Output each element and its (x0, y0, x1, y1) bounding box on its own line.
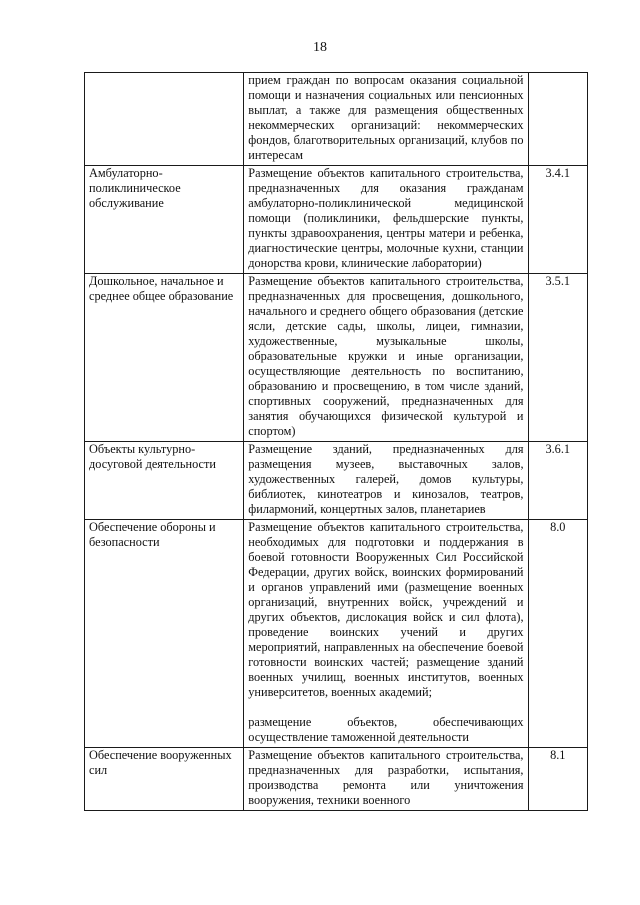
use-description-cell (244, 442, 528, 520)
table-row (85, 442, 588, 520)
table-row (85, 274, 588, 442)
use-description-cell (244, 748, 528, 811)
paragraph-spacer (248, 700, 523, 715)
use-description-text: Размещение зданий, предназначенных для размещения музеев, выставочных залов, художественных галерей, домов культуры, библиотек, кинотеатров и кинозалов, театров, филармоний, концертных залов, планетариев (248, 442, 524, 516)
use-name-cell: Амбулаторно-поликлиническое обслуживание (85, 166, 244, 274)
use-description-text: размещение объектов, обеспечивающих осуществление таможенной деятельности (248, 715, 524, 744)
use-description-cell (244, 73, 528, 166)
use-description-cell (244, 520, 528, 748)
use-name-cell: Дошкольное, начальное и среднее общее образование (85, 274, 244, 442)
use-description-cell (244, 166, 528, 274)
use-description-cell (244, 274, 528, 442)
use-code-cell: 8.0 (528, 520, 587, 748)
use-description-text: Размещение объектов капитального строительства, предназначенных для оказания гражданам амбулаторно-поликлинической медицинской помощи (поликлиники, фельдшерские пункты, пункты здравоохранения, центры матери и ребенка, диагностические центры, молочные кухни, станции донорства крови, клинические лаборатории) (248, 166, 524, 270)
use-description-text: Размещение объектов капитального строительства, предназначенных для разработки, испытания, производства ремонта или уничтожения вооружения, техники военного (248, 748, 524, 807)
use-name-cell: Обеспечение вооруженных сил (85, 748, 244, 811)
table-row (85, 166, 588, 274)
use-name-cell: Обеспечение обороны и безопасности (85, 520, 244, 748)
table-row (85, 73, 588, 166)
table-row (85, 520, 588, 748)
use-code-cell (528, 73, 587, 166)
use-name-cell (85, 73, 244, 166)
use-description-text: Размещение объектов капитального строительства, предназначенных для просвещения, дошкольного, начального и среднего общего образования (детские ясли, детские сады, школы, лицеи, гимназии, художественные, музыкальные школы, образовательные кружки и иные организации, осуществляющие деятельность по воспитанию, образованию и просвещению, в том числе зданий, спортивных сооружений, предназначенных для занятия обучающихся физической культурой и спортом) (248, 274, 524, 438)
use-description-text: прием граждан по вопросам оказания социальной помощи и назначения социальных или пенсионных выплат, а также для размещения общественных некоммерческих организаций: некоммерческих фондов, благотворительных организаций, клубов по интересам (248, 73, 524, 162)
use-description-text: Размещение объектов капитального строительства, необходимых для подготовки и поддержания в боевой готовности Вооруженных Сил Российской Федерации, других войск, воинских формирований и органов управлений ими (размещение военных организаций, внутренних войск, учреждений и других объектов, дислокация войск и сил флота), проведение воинских учений и других мероприятий, направленных на обеспечение боевой готовности воинских частей; размещение зданий военных училищ, военных институтов, военных университетов, военных академий; (248, 520, 524, 699)
land-use-table (84, 72, 588, 811)
use-name-cell: Объекты культурно-досуговой деятельности (85, 442, 244, 520)
use-code-cell: 3.6.1 (528, 442, 587, 520)
page-number: 18 (313, 40, 327, 55)
use-code-cell: 3.4.1 (528, 166, 587, 274)
table-row (85, 748, 588, 811)
use-code-cell: 8.1 (528, 748, 587, 811)
use-code-cell: 3.5.1 (528, 274, 587, 442)
